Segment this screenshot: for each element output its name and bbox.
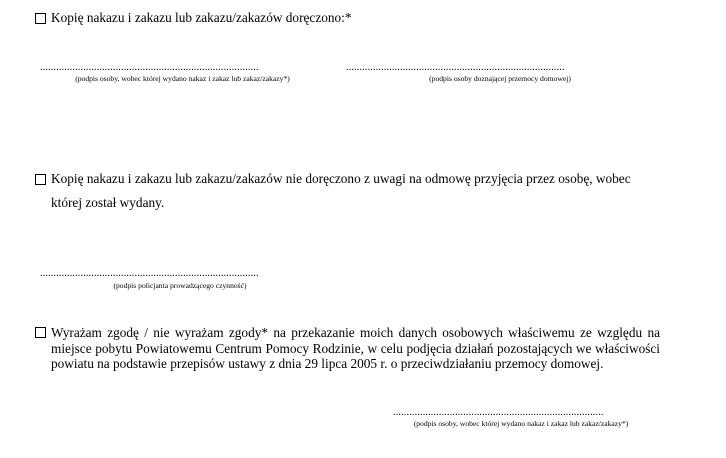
- signature-caption-subject: (podpis osoby, wobec której wydano nakaz i zakaz lub zakaz/zakazy*): [75, 74, 290, 83]
- consent-statement: Wyrażam zgodę / nie wyrażam zgody* na przekazanie moich danych osobowych właściwemu ze względu na miejsce pobytu Powiatowemu Centrum Pomocy Rodzinie, w celu podjęcia działań pozostających we właściwości powiatu na podstawie przepisów ustawy z dnia 29 lipca 2005 r. o przeciwdziałaniu przemocy domowej.: [51, 325, 660, 371]
- signature-line-subject-consent: ..............................................................................: [393, 407, 604, 418]
- signature-caption-subject-consent: (podpis osoby, wobec której wydano nakaz i zakaz lub zakaz/zakazy*): [413, 419, 629, 428]
- signature-caption-officer: (podpis policjanta prowadzącego czynność): [113, 281, 247, 290]
- delivered-statement: Kopię nakazu i zakazu lub zakazu/zakazów doręczono:*: [51, 10, 352, 25]
- not-delivered-checkbox[interactable]: [35, 174, 46, 185]
- signature-line-subject: .................................................................................: [40, 62, 259, 73]
- consent-checkbox[interactable]: [35, 327, 46, 338]
- signature-line-victim: .................................................................................: [346, 62, 565, 73]
- delivered-checkbox[interactable]: [35, 13, 46, 24]
- signature-caption-victim: (podpis osoby doznającej przemocy domowej): [429, 74, 571, 83]
- signature-line-officer: .................................................................................: [40, 268, 259, 279]
- not-delivered-statement-line1: Kopię nakazu i zakazu lub zakazu/zakazów nie doręczono z uwagi na odmowę przyjęcia przez osobę, wobec: [51, 171, 631, 186]
- not-delivered-statement-line2: której został wydany.: [51, 195, 165, 210]
